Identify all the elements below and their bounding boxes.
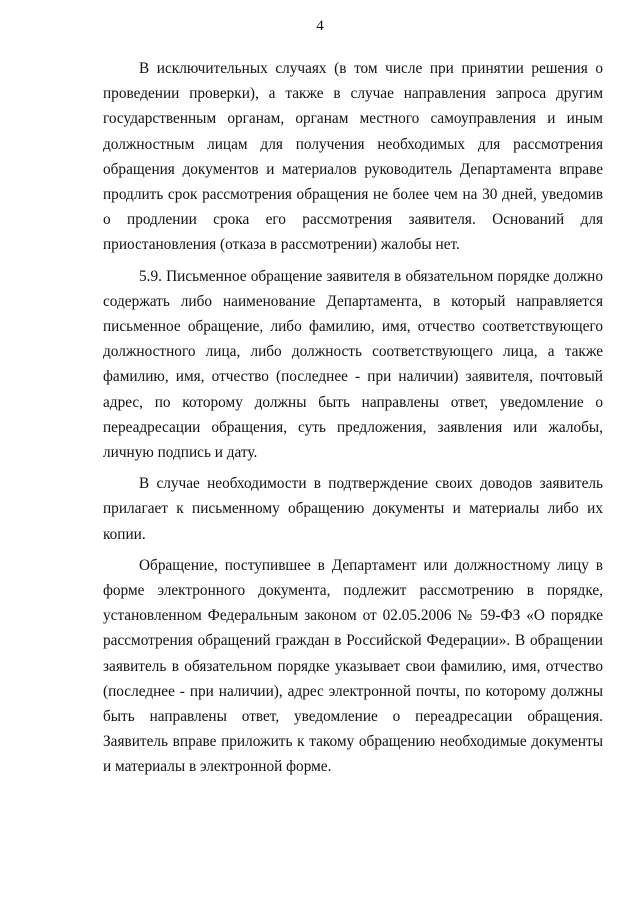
document-body bbox=[103, 56, 603, 780]
paragraph-5-9-written-appeal: 5.9. Письменное обращение заявителя в обязательном порядке должно содержать либо наименование Департамента, в который направляется письменное обращение, либо фамилию, имя, отчество соответствующего должностного лица, либо должность соответствующего лица, а также фамилию, имя, отчество (последнее - при наличии) заявителя, почтовый адрес, по которому должны быть направлены ответ, уведомление о переадресации обращения, суть предложения, заявления или жалобы, личную подпись и дату. bbox=[103, 267, 603, 462]
paragraph-electronic-appeal: Обращение, поступившее в Департамент или должностному лицу в форме электронного документа, подлежит рассмотрению в порядке, установленном Федеральным законом от 02.05.2006 № 59-ФЗ «О порядке рассмотрения обращений граждан в Российской Федерации». В обращении заявитель в обязательном порядке указывает свои фамилию, имя, отчество (последнее - при наличии), адрес электронной почты, по которому должны быть направлены ответ, уведомление о переадресации обращения. Заявитель вправе приложить к такому обращению необходимые документы и материалы в электронной форме. bbox=[103, 556, 603, 776]
paragraph-supporting-documents: В случае необходимости в подтверждение своих доводов заявитель прилагает к письменному обращению документы и материалы либо их копии. bbox=[103, 475, 603, 543]
paragraph-extension-of-review: В исключительных случаях (в том числе при принятии решения о проведении проверки), а также в случае направления запроса другим государственным органам, органам местного самоуправления и иным должностным лицам для получения необходимых для рассмотрения обращения документов и материалов руководитель Департамента вправе продлить срок рассмотрения обращения не более чем на 30 дней, уведомив о продлении срока его рассмотрения заявителя. Оснований для приостановления (отказа в рассмотрении) жалобы нет. bbox=[103, 60, 603, 254]
page-number: 4 bbox=[316, 18, 324, 34]
